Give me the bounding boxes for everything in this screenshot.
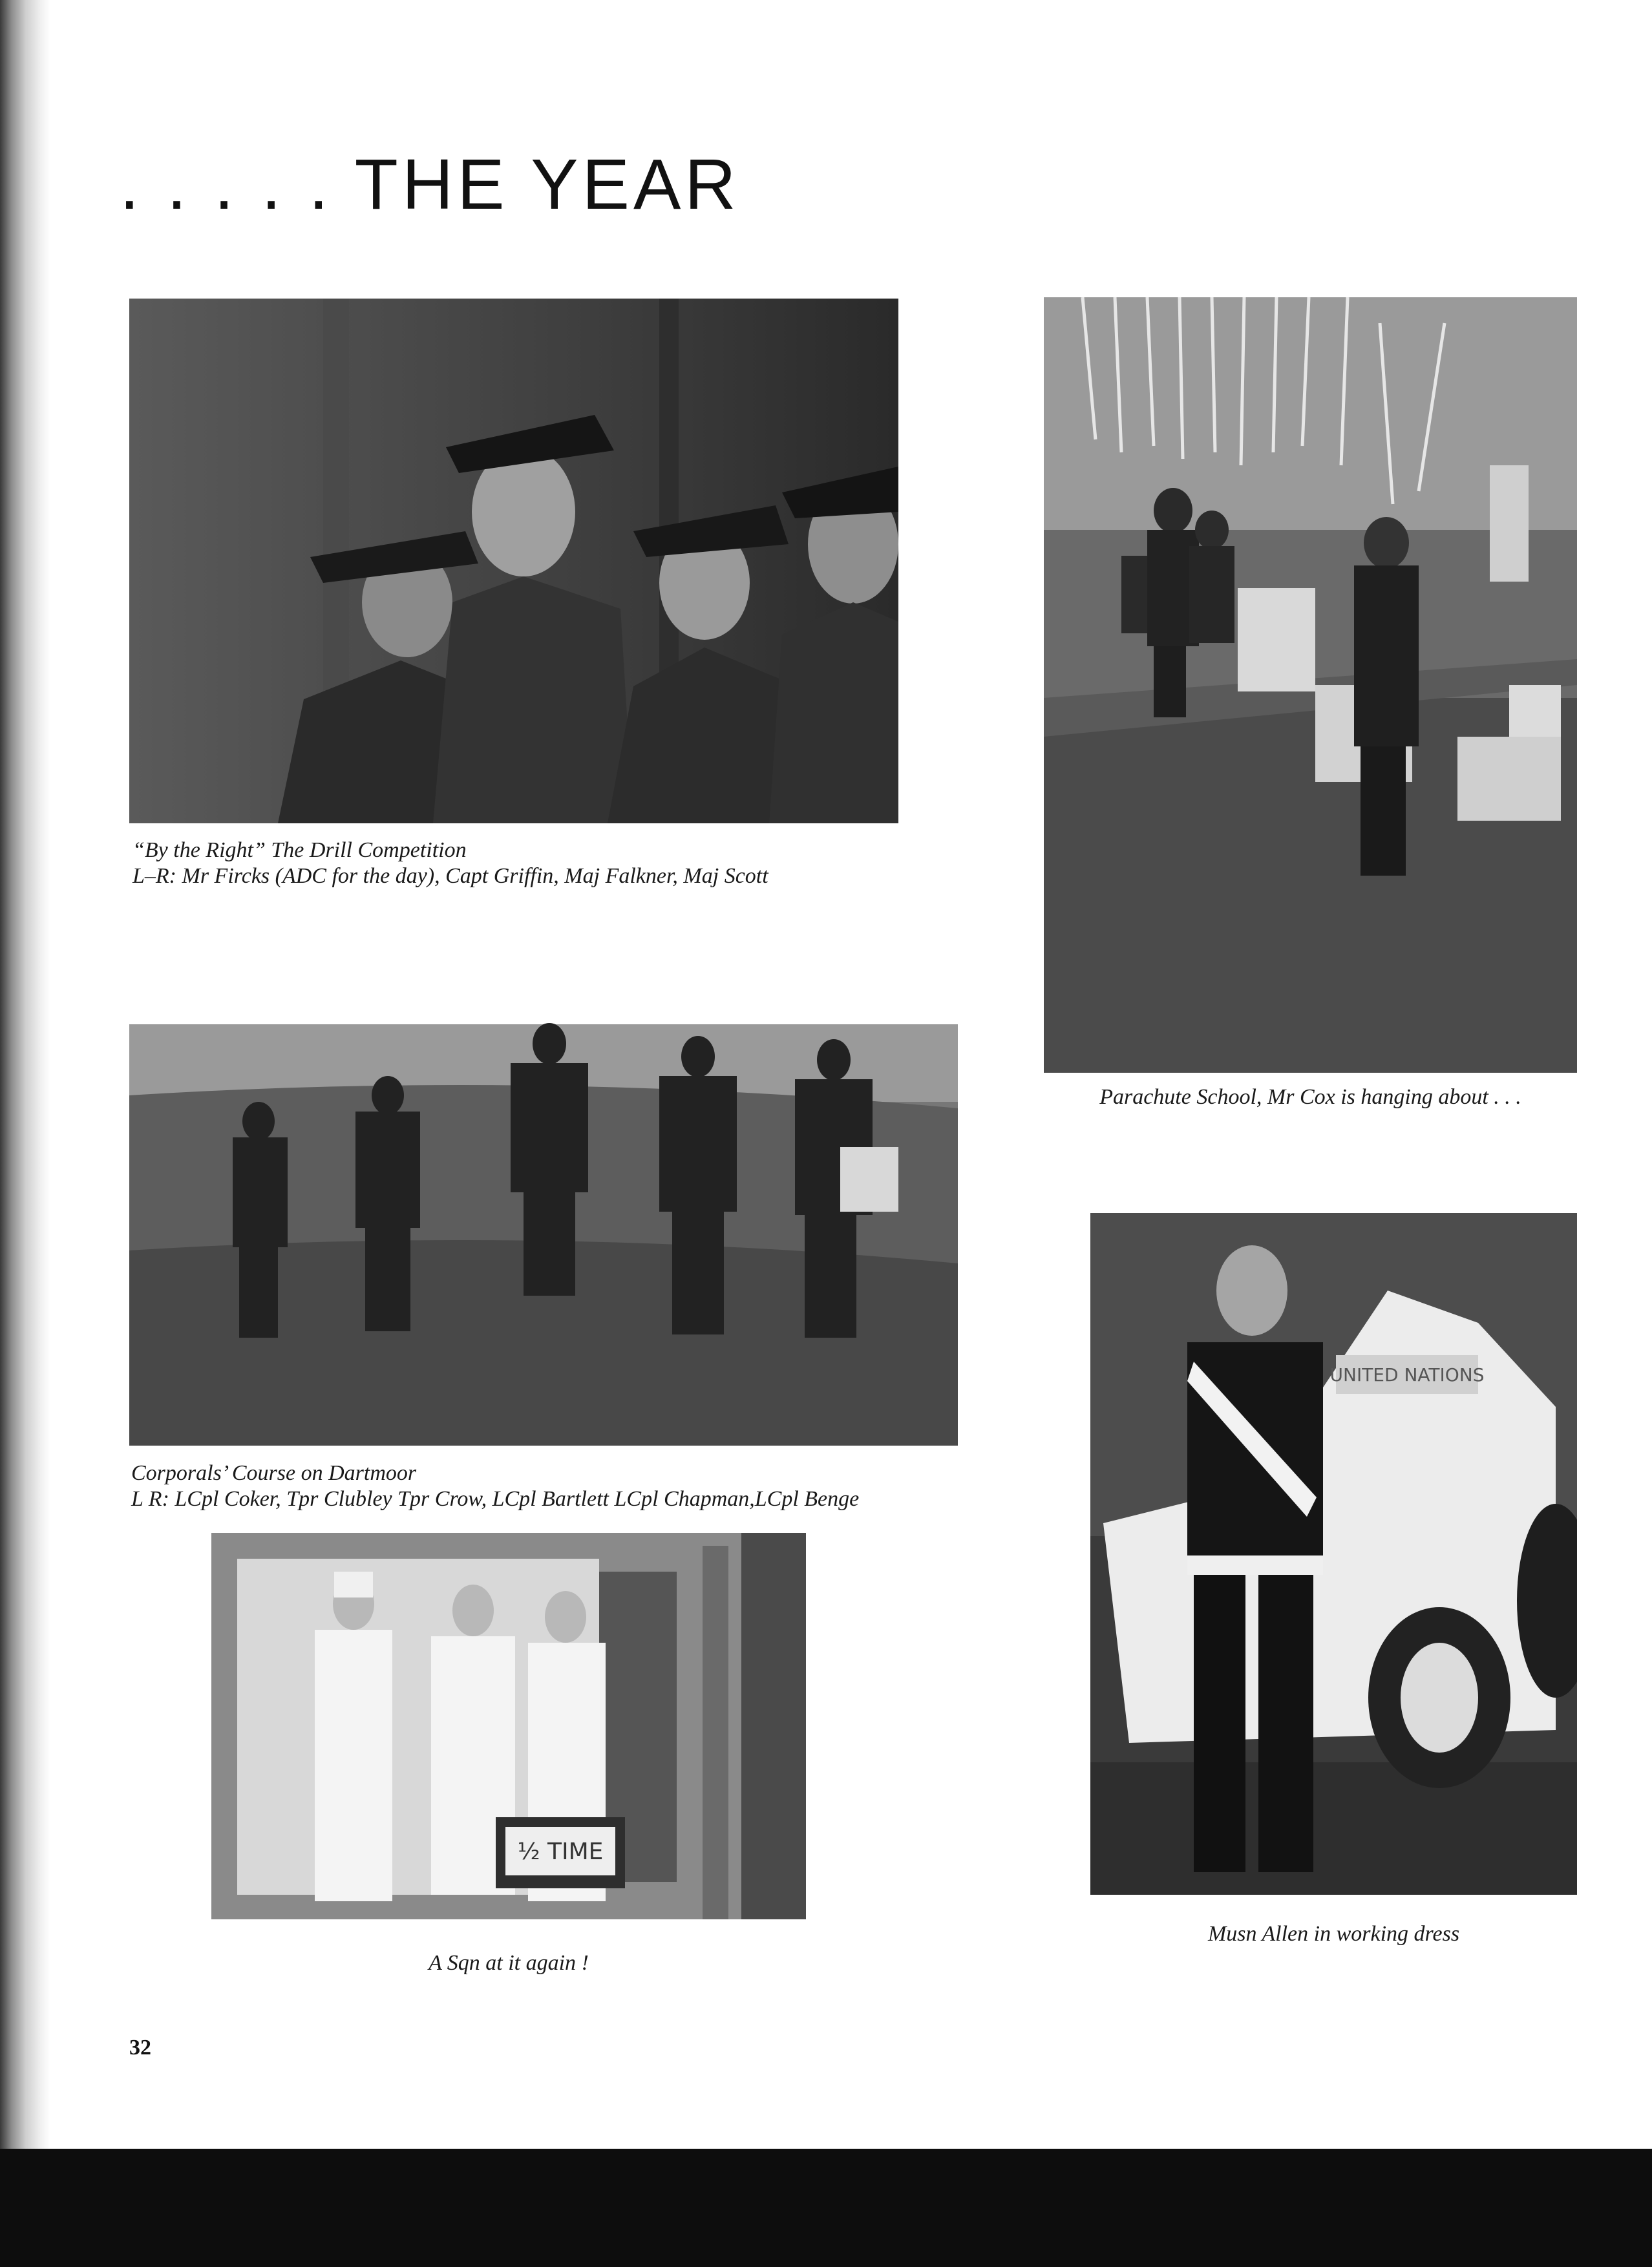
page-title: . . . . . THE YEAR	[120, 145, 740, 224]
caption-a-sqn: A Sqn at it again !	[429, 1951, 589, 1975]
caption-corporals-line2: L R: LCpl Coker, Tpr Clubley Tpr Crow, LCpl Bartlett LCpl Chapman,LCpl Benge	[131, 1487, 860, 1511]
photo-parachute-school	[1044, 297, 1577, 1073]
caption-musn-allen: Musn Allen in working dress	[1207, 1922, 1460, 1946]
caption-drill-line1: “By the Right” The Drill Competition	[132, 838, 467, 862]
caption-parachute: Parachute School, Mr Cox is hanging about . . .	[1099, 1085, 1521, 1109]
photo-corporals-course	[129, 914, 958, 1446]
photo-drill-competition	[129, 299, 898, 823]
vehicle-un-text: UNITED NATIONS	[1329, 1364, 1485, 1386]
book-spine-shadow	[0, 0, 50, 2267]
photo-musn-allen	[1090, 1213, 1577, 1895]
caption-corporals-line1: Corporals’ Course on Dartmoor	[131, 1461, 417, 1485]
sign-half-time-text: ½ TIME	[517, 1839, 604, 1865]
caption-drill-line2: L–R: Mr Fircks (ADC for the day), Capt Griffin, Maj Falkner, Maj Scott	[132, 864, 768, 888]
scan-bottom-edge	[0, 2149, 1652, 2267]
page-number: 32	[129, 2036, 151, 2060]
photo-a-sqn	[211, 1533, 806, 1919]
